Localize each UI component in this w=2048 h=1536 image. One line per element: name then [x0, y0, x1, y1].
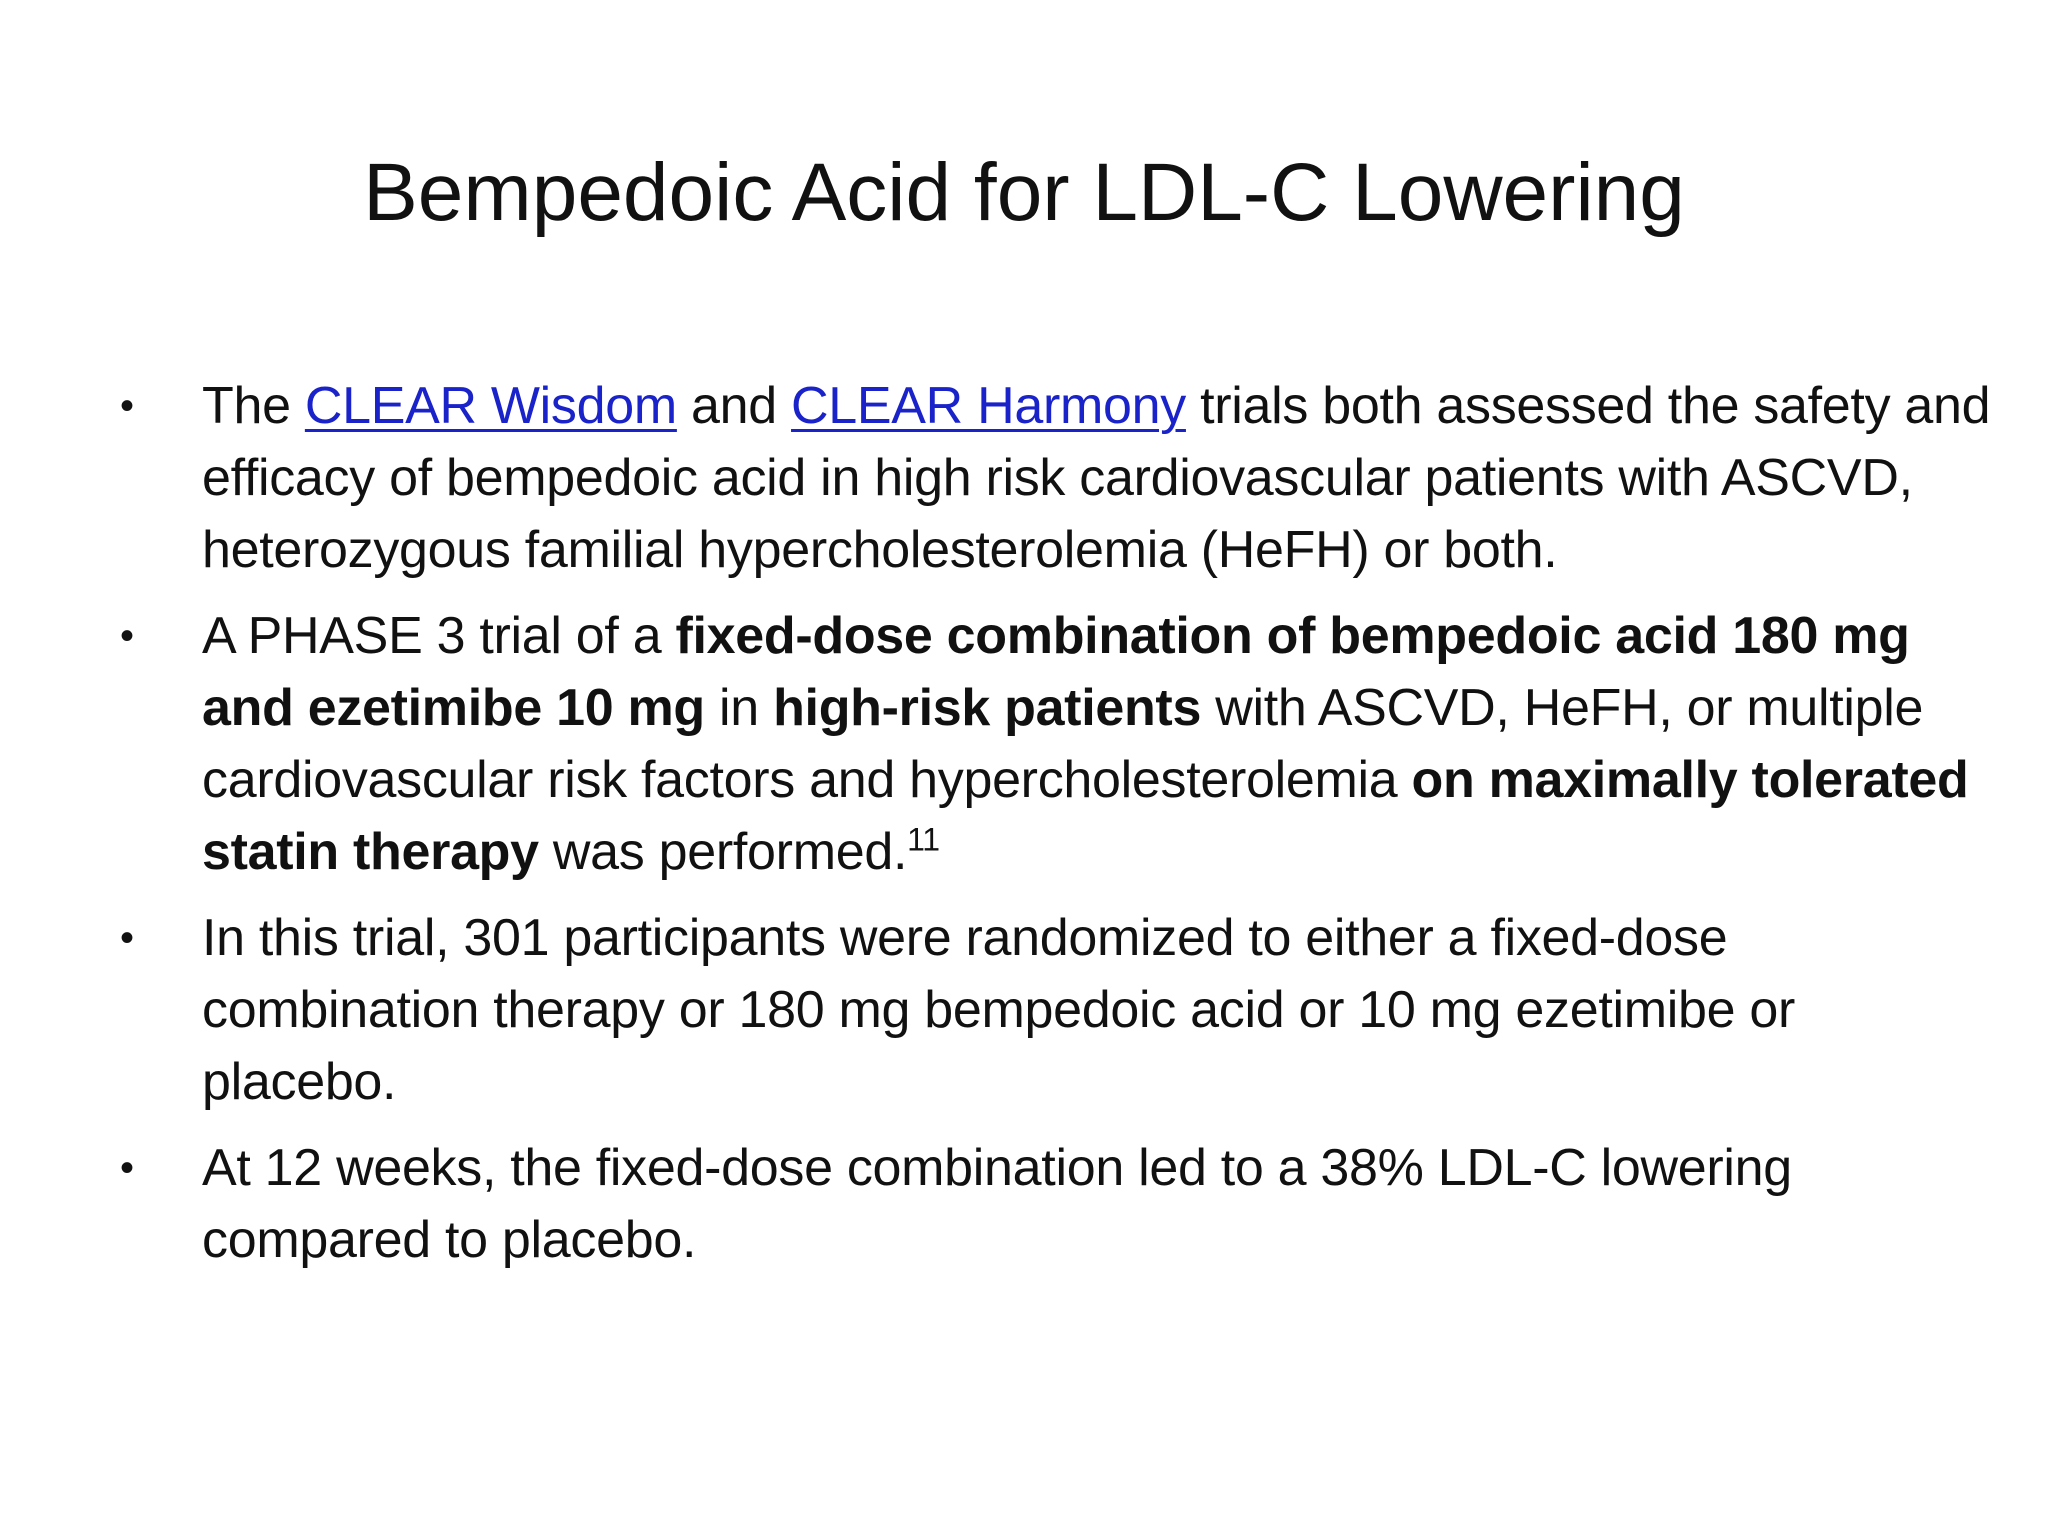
bullet-text: was performed.: [538, 823, 908, 881]
bullet-dot-icon: •: [120, 1146, 134, 1190]
bullet-text: The: [202, 377, 305, 435]
bullet-bold-text: on maximally tolerated statin therapy: [202, 751, 1969, 881]
citation-superscript: 11: [907, 821, 940, 858]
bullet-item-3: [0, 902, 2048, 1118]
bullet-text: trials both assessed the safety and efficacy of bempedoic acid in high risk cardiovascular patients with ASCVD, heterozygous familial hypercholesterolemia (HeFH) or both.: [202, 377, 1991, 579]
clear-harmony-link[interactable]: CLEAR Harmony: [791, 377, 1186, 435]
clear-wisdom-link[interactable]: CLEAR Wisdom: [304, 377, 677, 435]
bullet-item-1: [0, 370, 2048, 586]
bullet-text: A PHASE 3 trial of a: [202, 607, 676, 665]
bullet-text: At 12 weeks, the fixed-dose combination led to a 38% LDL-C lowering compared to placebo.: [202, 1139, 1792, 1269]
bullet-text: and: [676, 377, 792, 435]
bullet-item-2: [0, 600, 2048, 888]
bullet-dot-icon: •: [120, 384, 134, 428]
bullet-text: In this trial, 301 participants were randomized to either a fixed-dose combination therapy or 180 mg bempedoic acid or 10 mg ezetimibe or placebo.: [202, 909, 1796, 1111]
bullet-bold-text: high-risk patients: [773, 679, 1202, 737]
bullet-list: [0, 370, 2048, 1290]
bullet-item-4: [0, 1132, 2048, 1276]
bullet-text: in: [704, 679, 774, 737]
bullet-text: with ASCVD, HeFH, or multiple cardiovascular risk factors and hypercholesterolemia: [202, 679, 1924, 809]
bullet-dot-icon: •: [120, 614, 134, 658]
bullet-dot-icon: •: [120, 916, 134, 960]
bullet-bold-text: fixed-dose combination of bempedoic acid 180 mg and ezetimibe 10 mg: [202, 607, 1910, 737]
slide-title: Bempedoic Acid for LDL-C Lowering: [363, 147, 1685, 238]
